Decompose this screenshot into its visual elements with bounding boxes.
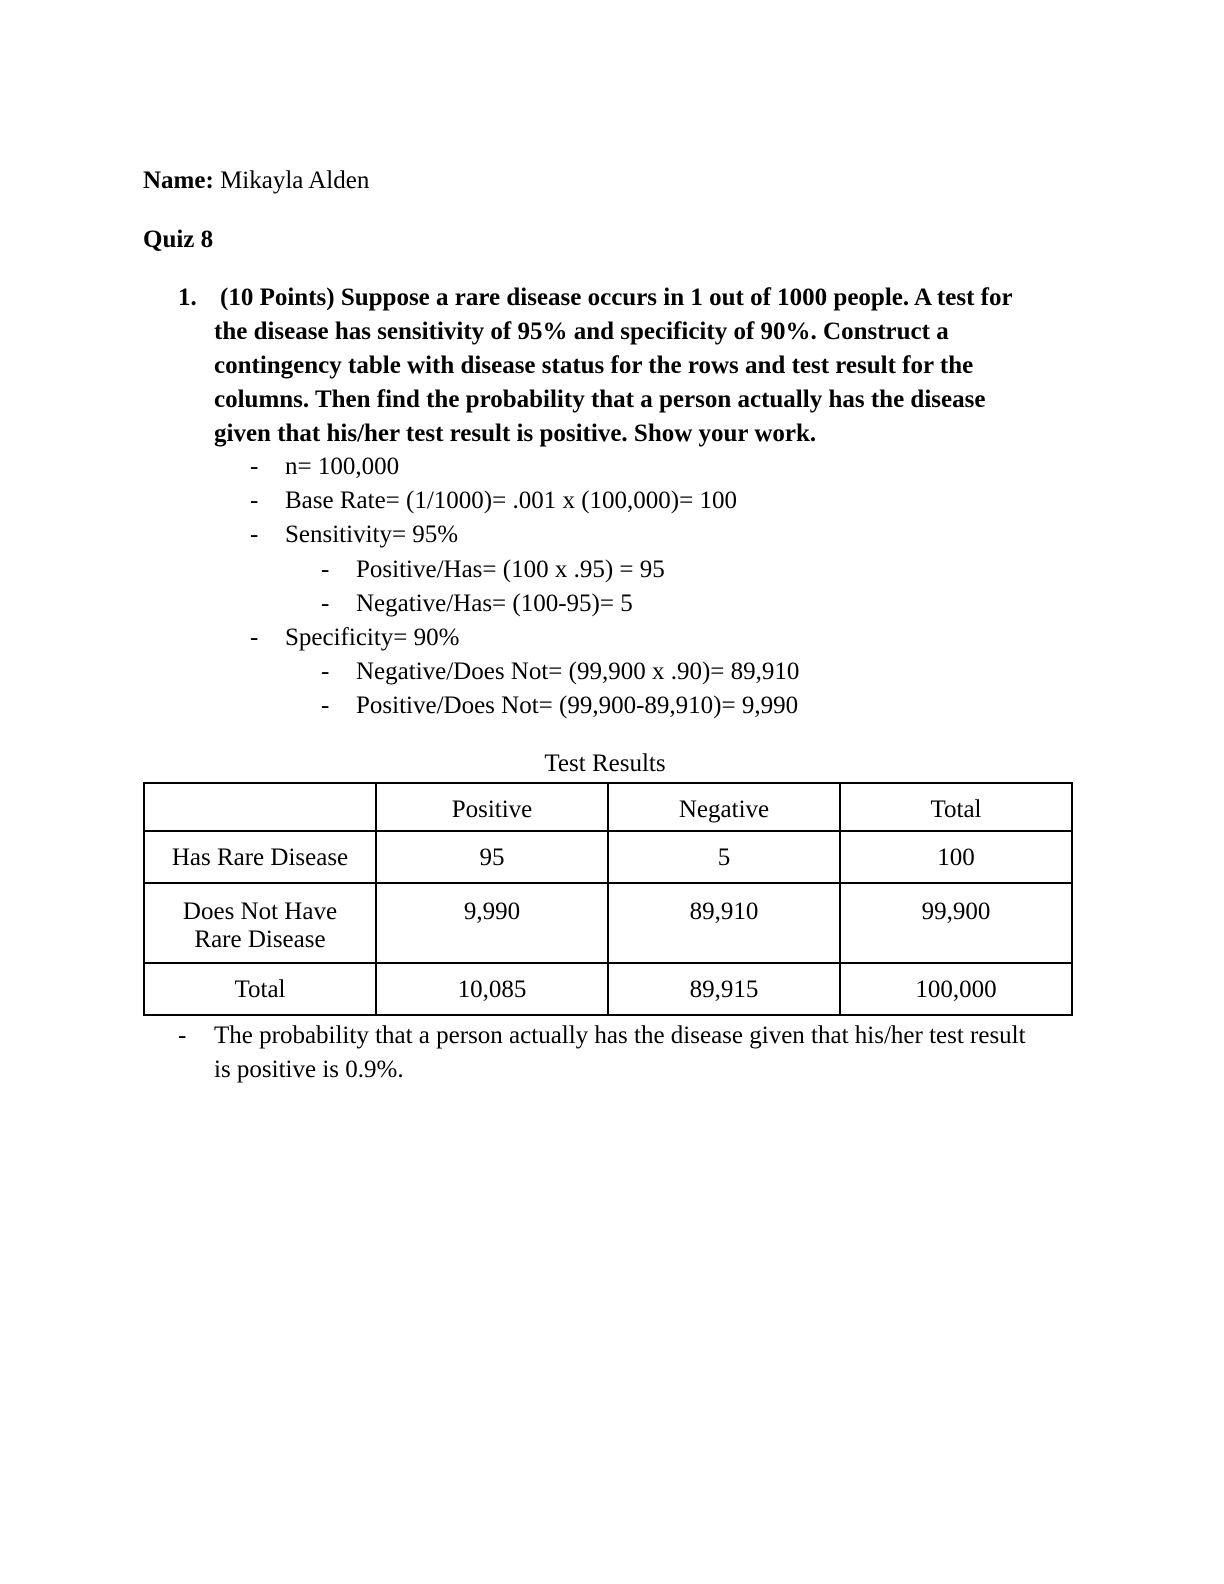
bullet-dash: - [321, 590, 330, 617]
table-cell: 89,910 [608, 883, 840, 963]
table-cell: 99,900 [840, 883, 1072, 963]
bullet-dash: - [321, 658, 330, 685]
bullet-dash: - [321, 692, 330, 719]
work-item-sensitivity: Sensitivity= 95% [285, 521, 459, 548]
row-label: Has Rare Disease [144, 831, 376, 883]
header-cell: Negative [608, 783, 840, 831]
work-subitem: Negative/Has= (100-95)= 5 [356, 590, 633, 617]
work-subitem: Positive/Has= (100 x .95) = 95 [356, 556, 665, 583]
bullet-dash: - [178, 1022, 187, 1049]
quiz-title: Quiz 8 [143, 226, 214, 253]
question-line: (10 Points) Suppose a rare disease occurs in 1 out of 1000 people. A test for [220, 284, 1013, 311]
header-cell: Positive [376, 783, 608, 831]
table-total-row [144, 963, 1072, 1015]
table-cell: 95 [376, 831, 608, 883]
work-subitem: Positive/Does Not= (99,900-89,910)= 9,990 [356, 692, 799, 719]
table-row [144, 883, 1072, 963]
student-name-line [143, 166, 369, 196]
work-item-specificity: Specificity= 90% [285, 624, 460, 651]
work-item-n: n= 100,000 [285, 453, 400, 480]
table-cell: 5 [608, 831, 840, 883]
table-cell: 10,085 [376, 963, 608, 1015]
bullet-dash: - [250, 487, 259, 514]
header-cell [144, 783, 376, 831]
name-label: Name: [143, 167, 214, 194]
header-cell: Total [840, 783, 1072, 831]
conclusion-line: is positive is 0.9%. [214, 1056, 404, 1083]
conclusion-line: The probability that a person actually has the disease given that his/her test result [214, 1022, 1026, 1049]
question-line: the disease has sensitivity of 95% and specificity of 90%. Construct a [214, 318, 949, 345]
table-caption: Test Results [544, 750, 666, 777]
row-label: Total [144, 963, 376, 1015]
bullet-dash: - [250, 453, 259, 480]
table-cell: 100 [840, 831, 1072, 883]
question-line: columns. Then find the probability that a person actually has the disease [214, 386, 986, 413]
question-line: contingency table with disease status for the rows and test result for the [214, 352, 974, 379]
bullet-dash: - [321, 556, 330, 583]
question-line: given that his/her test result is positive. Show your work. [214, 420, 817, 447]
row-label [144, 883, 376, 963]
work-item-base-rate: Base Rate= (1/1000)= .001 x (100,000)= 100 [285, 487, 737, 514]
student-name: Mikayla Alden [220, 167, 370, 194]
table-cell: 100,000 [840, 963, 1072, 1015]
bullet-dash: - [250, 521, 259, 548]
table-row [144, 831, 1072, 883]
work-subitem: Negative/Does Not= (99,900 x .90)= 89,910 [356, 658, 800, 685]
bullet-dash: - [250, 624, 259, 651]
contingency-table [143, 782, 1073, 1016]
table-cell: 89,915 [608, 963, 840, 1015]
row-label-line: Does Not Have [182, 898, 338, 925]
question-number: 1. [178, 284, 197, 311]
row-label-line: Rare Disease [194, 926, 326, 953]
table-header-row [144, 783, 1072, 831]
table-cell: 9,990 [376, 883, 608, 963]
